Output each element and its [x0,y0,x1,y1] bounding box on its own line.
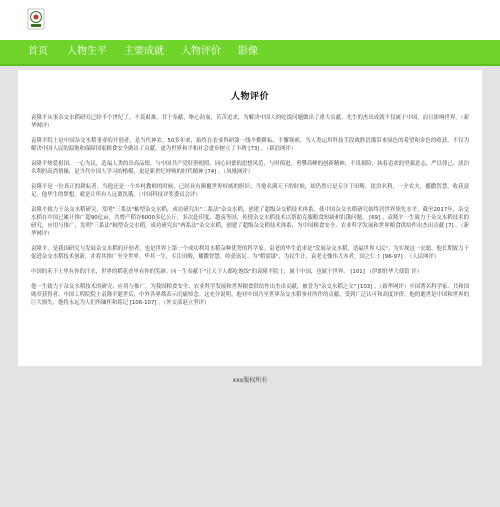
page-title: 人物评价 [230,92,269,102]
evaluation-paragraph: 袁隆平，是我国研究与发展杂交水稻的开创者，也是世界上第一个成功利用水稻杂种优势的科学家。袁老的毕生追求是"发展杂交水稻，造福世界人民"。为实现这一宏愿，他长期致力于促进杂交水稻技术创新，并将其推广至全世界。毕其一生，专注田畴，播撒智慧，收获富足。为"稻梁谋"，为民生计，袁老无愧伟大本者，国之仁士 [96-97] 。（人民网评） [31,246,469,261]
article-panel [18,70,482,366]
evaluation-paragraph: 中国的禾下土里有你的汗水，世界的稻花香里有你的笑颜。向一生奉献于"让天下人都吃饱饭"的袁隆平院士，属于中国，也属于世界。 [101] （伊朗驻华大使馆 评） [31,268,423,275]
evaluation-paragraph: 他一生致力于杂交水稻技术的研究、应用与推广，为我国粮食安全、农业科学发展和世界粮食供给作出杰出贡献，被誉为"杂交水稻之父" [103] 。（新华网评）中国著名科学家、共和国勋章获得者、中国工程院院士袁隆平逝世后，中外各界都表示沉痛悼念。这充分说明，他对中国乃至世界杂交水稻事业所作的贡献，受到广泛认可和高度评价，他的逝世是中国和世界的巨大损失，他将永远为人们所缅怀和铭记 [106-107] 。（外交部赵立坚评） [31,283,469,307]
evaluation-paragraph: 袁隆平院士是中国杂交水稻事业的开创者，是当代神农。50多年来，始终在农业科研第一线辛勤耕耘、不懈探索，为人类运用科技手段战胜饥饿带来绿色的希望和金色的收获。不仅为解决中国人民的温饱和保障国家粮食安全做出了贡献，更为世界和平和社会进步树立了丰碑 [73] 。（新浪网评） [31,137,469,153]
nav-achievements[interactable]: 主要成就 [124,46,164,57]
nav-evaluation[interactable]: 人物评价 [181,46,221,57]
nav-images[interactable]: 影像 [238,46,258,57]
nav-home[interactable]: 首页 [28,46,48,57]
header-bar [0,0,500,40]
evaluation-paragraph: 袁隆平致力于杂交水稻研究，发明"三系法"籼型杂交水稻，成功研究出"二系法"杂交水稻，创建了超级杂交稻技术体系，使中国杂交水稻研究始终居世界领先水平。截至2017年，杂交水稻在中国已累计推广超90亿亩，共增产稻谷6000多亿公斤，多次赴印度、越南等国，传授杂交水稻技术以帮助克服粮食短缺和饥饿问题。 [69] 。袁隆平一生致力于杂交水稻技术的研究、应用与推广，发明"三系法"籼型杂交水稻，成功研究出"两系法"杂交水稻，创建了超级杂交稻技术体系，为中国粮食安全、农业科学发展和世界粮食供给作出杰出贡献 [7] 。（新华网评） [31,206,469,238]
nav-life[interactable]: 人物生平 [67,46,107,57]
evaluation-paragraph: 袁隆平从事杂交水稻研究已经半个世纪了，不畏艰难，甘于奉献，呕心沥血，苦苦追求，为解决中国人的吃饭问题做出了重大贡献。先生的杰出成就不仅属于中国，而且影响世界。（新华网评） [31,115,469,130]
school-logo-icon[interactable] [27,8,45,30]
footer-copyright: xxx版权所有 [232,377,268,384]
evaluation-paragraph: 袁隆平是一位真正的耕耘者。当他还是一个乡村教师的时候，已经具有颠覆世界权威的胆识；当他名满天下的时候，却仍然只是专注于田畴。淡泊名利，一介农夫，播撒智慧，收获富足。他毕生的梦想，就是让所有人远离饥饿。（中国科技评奖委员会评） [31,183,469,198]
evaluation-paragraph: 袁隆平热爱祖国、一心为民，造福人类的崇高品德，与中国共产党肝胆相照、同心同德的思想风范，与时俱进、勇攀高峰的创新精神，不畏艰险、执着追求的坚强意志，严以律己、淡泊名利的高尚情操，是当代中国人学习的楷模，更是新世纪呼唤的时代精神 [74] 。（凤凰网评） [31,160,469,176]
main-nav [0,40,500,66]
